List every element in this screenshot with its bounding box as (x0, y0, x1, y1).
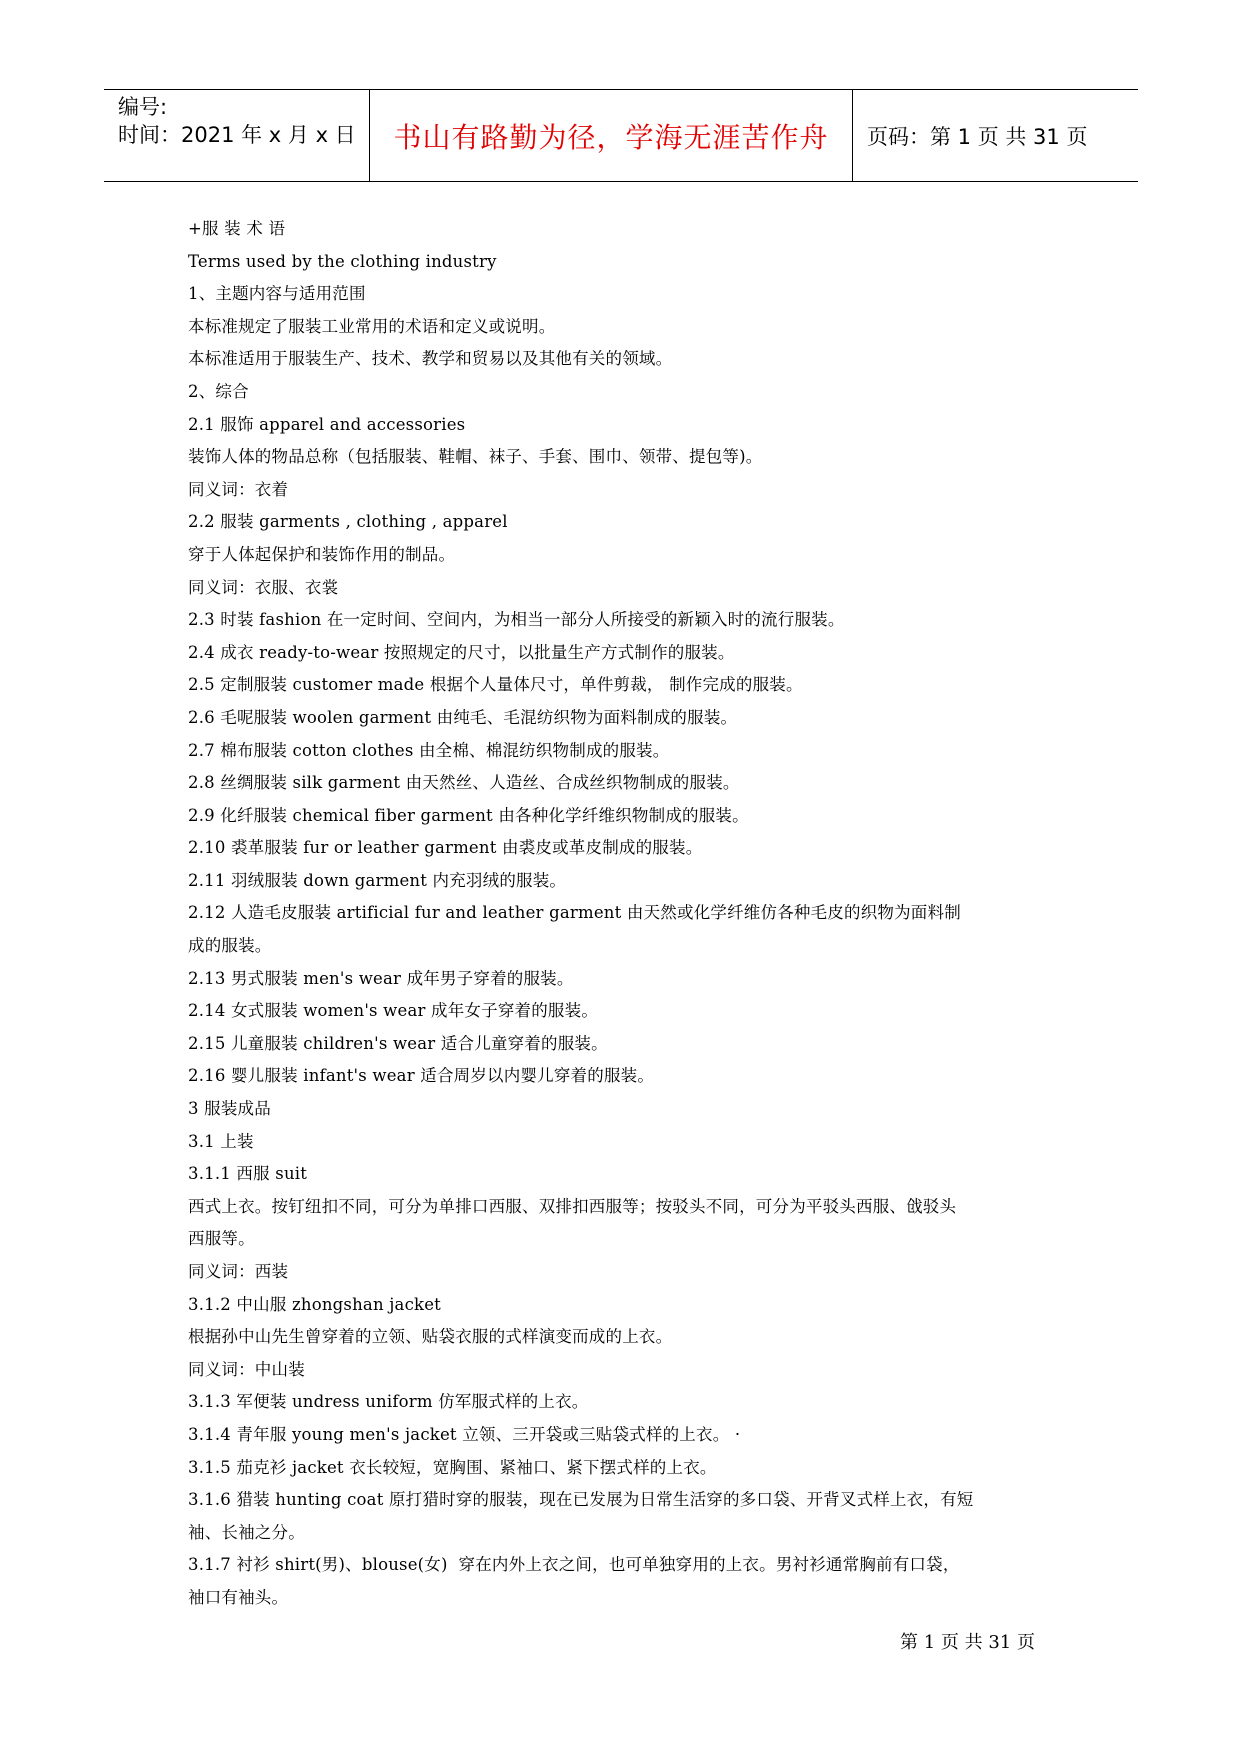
header-right-cell (853, 90, 1138, 181)
header-page-code: 页码：第 1 页 共 31 页 (867, 124, 1088, 149)
body-line: 3 服装成品 (188, 1099, 271, 1119)
body-line: 2.7 棉布服装 cotton clothes 由全棉、棉混纺织物制成的服装。 (188, 740, 670, 760)
header-left-cell (104, 90, 369, 181)
body-line: 本标准适用于服装生产、技术、教学和贸易以及其他有关的领域。 (188, 349, 673, 369)
body-line: 2.15 儿童服装 children's wear 适合儿童穿着的服装。 (188, 1033, 608, 1053)
body-line: 2.8 丝绸服装 silk garment 由天然丝、人造丝、合成丝织物制成的服装。 (188, 773, 740, 793)
body-line: 2.12 人造毛皮服装 artificial fur and leather garment 由天然或化学纤维仿各种毛皮的织物为面料制 (188, 903, 961, 923)
body-line: +服 装 术 语 (188, 219, 286, 238)
body-line: 3.1.7 衬衫 shirt(男)、blouse(女) 穿在内外上衣之间，也可单独穿用的上衣。男衬衫通常胸前有口袋， (188, 1555, 960, 1575)
document-header (104, 89, 1138, 182)
body-line: 装饰人体的物品总称（包括服装、鞋帽、袜子、手套、围巾、领带、提包等)。 (188, 447, 763, 467)
document-time-label: 时间：2021 年 x 月 x 日 (118, 123, 356, 147)
body-line: 2.11 羽绒服装 down garment 内充羽绒的服装。 (188, 870, 567, 890)
document-body (188, 213, 1068, 1615)
body-line: 2.2 服装 garments , clothing , apparel (188, 512, 508, 532)
page-footer: 第 1 页 共 31 页 (900, 1632, 1035, 1653)
body-line: 2、综合 (188, 381, 249, 401)
body-line: 根据孙中山先生曾穿着的立领、贴袋衣服的式样演变而成的上衣。 (188, 1327, 673, 1347)
body-line: 同义词：中山装 (188, 1359, 305, 1379)
body-line: 2.14 女式服装 women's wear 成年女子穿着的服装。 (188, 1001, 599, 1021)
body-line: 3.1.4 青年服 young men's jacket 立领、三开袋或三贴袋式样的上衣。 · (188, 1424, 741, 1444)
body-line: 本标准规定了服装工业常用的术语和定义或说明。 (188, 316, 556, 336)
body-line: 穿于人体起保护和装饰作用的制品。 (188, 544, 456, 564)
body-line: 2.16 婴儿服装 infant's wear 适合周岁以内婴儿穿着的服装。 (188, 1066, 655, 1086)
body-line: 西式上衣。按钉纽扣不同，可分为单排口西服、双排扣西服等；按驳头不同，可分为平驳头西服、戗驳头 (188, 1196, 957, 1216)
body-line: 3.1.3 军便装 undress uniform 仿军服式样的上衣。 (188, 1392, 589, 1412)
document-number-label: 编号: (118, 95, 168, 119)
body-line: 3.1.2 中山服 zhongshan jacket (188, 1294, 442, 1314)
body-line: 成的服装。 (188, 936, 272, 956)
body-line: 同义词：西装 (188, 1262, 289, 1281)
body-line: 西服等。 (188, 1229, 255, 1249)
body-line: 2.6 毛呢服装 woolen garment 由纯毛、毛混纺织物为面料制成的服装。 (188, 707, 738, 727)
body-line: 1、主题内容与适用范围 (188, 284, 366, 304)
body-line: 3.1 上装 (188, 1131, 254, 1151)
body-line: 2.9 化纤服装 chemical fiber garment 由各种化学纤维织物制成的服装。 (188, 805, 749, 825)
body-line: 同义词：衣服、衣裳 (188, 577, 339, 597)
body-line: 2.10 裘革服装 fur or leather garment 由裘皮或革皮制成的服装。 (188, 838, 703, 858)
body-line: 同义词：衣着 (188, 479, 289, 499)
body-line: 3.1.6 猎装 hunting coat 原打猎时穿的服装，现在已发展为日常生活穿的多口袋、开背叉式样上衣，有短 (188, 1490, 974, 1510)
body-line: 3.1.5 茄克衫 jacket 衣长较短，宽胸围、紧袖口、紧下摆式样的上衣。 (188, 1457, 717, 1477)
body-line: 2.1 服饰 apparel and accessories (188, 414, 466, 434)
header-motto: 书山有路勤为径，学海无涯苦作舟 (393, 120, 829, 154)
body-line: Terms used by the clothing industry (188, 251, 497, 271)
header-center-cell (369, 90, 853, 181)
body-line: 2.4 成衣 ready-to-wear 按照规定的尺寸，以批量生产方式制作的服装。 (188, 642, 735, 662)
body-line: 2.13 男式服装 men's wear 成年男子穿着的服装。 (188, 968, 574, 988)
body-line: 袖口有袖头。 (188, 1587, 289, 1607)
body-line: 3.1.1 西服 suit (188, 1164, 308, 1184)
body-line: 2.5 定制服装 customer made 根据个人量体尺寸，单件剪裁， 制作完成的服装。 (188, 675, 803, 695)
body-line: 袖、长袖之分。 (188, 1522, 305, 1542)
body-line: 2.3 时装 fashion 在一定时间、空间内，为相当一部分人所接受的新颖入时的流行服装。 (188, 610, 845, 630)
